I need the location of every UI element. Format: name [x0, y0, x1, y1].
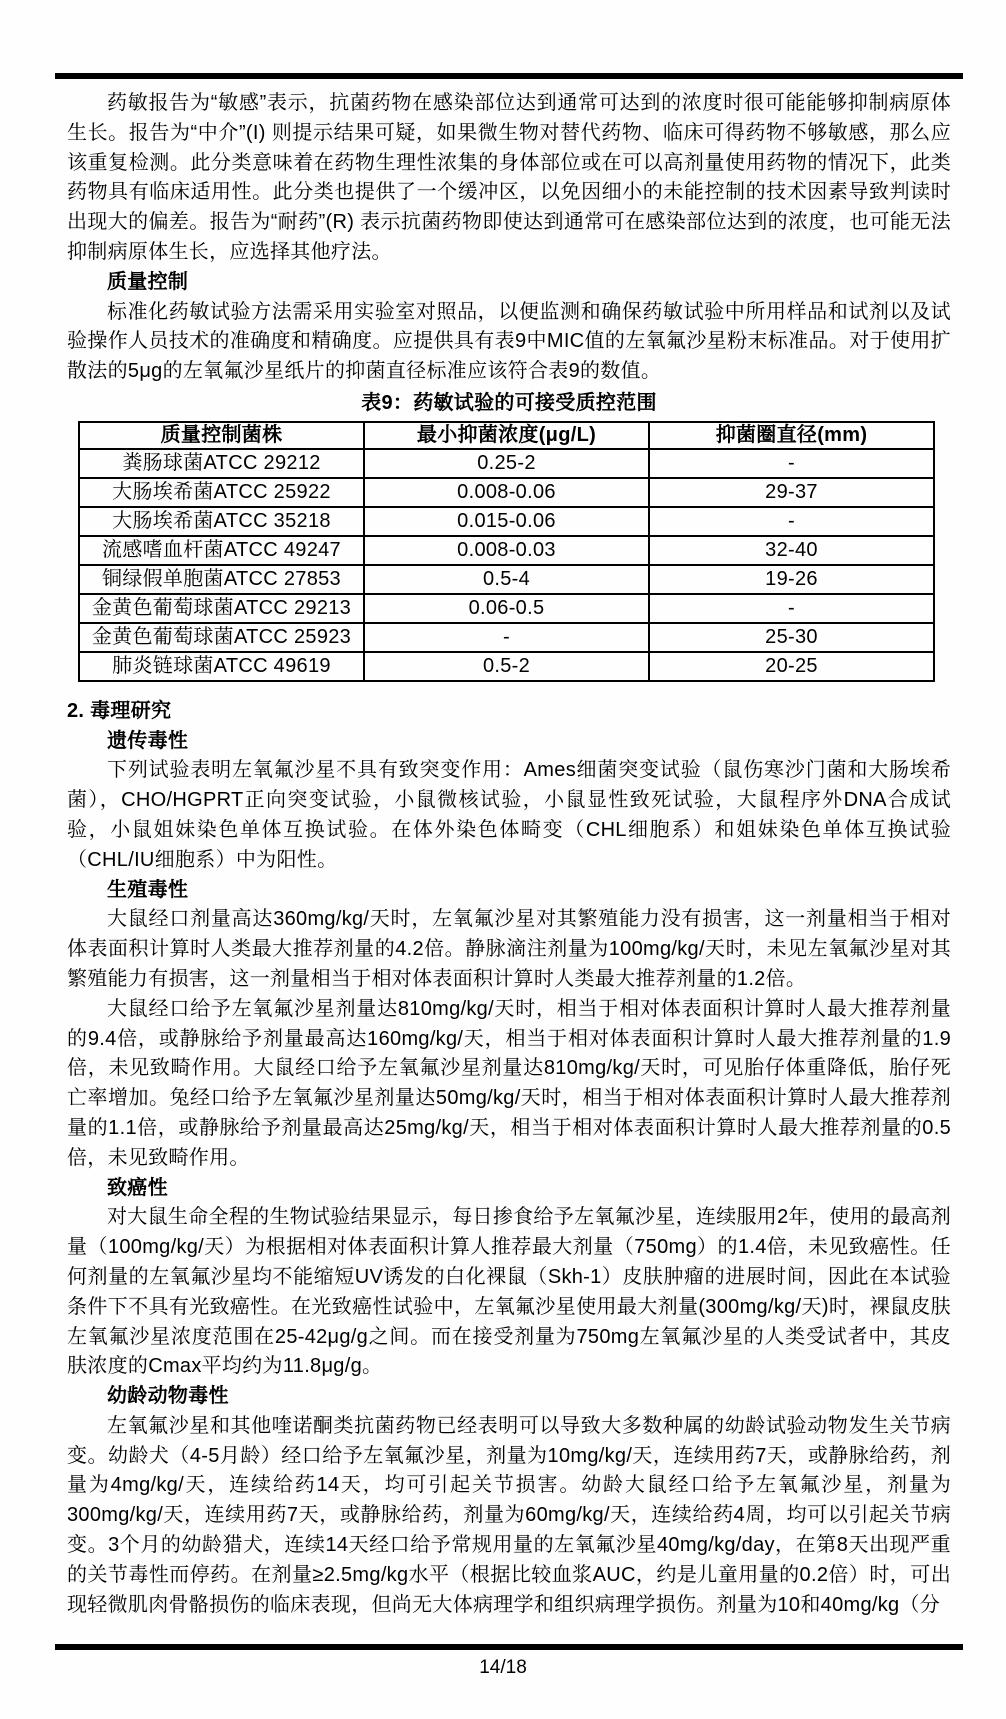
- cell-strain: 粪肠球菌ATCC 29212: [79, 449, 364, 478]
- cell-zone: -: [649, 507, 934, 536]
- cell-mic: 0.06-0.5: [364, 594, 649, 623]
- heading-toxicology-research: 2. 毒理研究: [67, 699, 172, 722]
- table-row: [79, 478, 934, 507]
- cell-mic: 0.015-0.06: [364, 507, 649, 536]
- column-header-mic: 最小抑菌浓度(μg/L): [364, 422, 649, 449]
- table9-qc-acceptable-ranges: [78, 421, 935, 682]
- column-header-zone-diameter: 抑菌圈直径(mm): [649, 422, 934, 449]
- table-row: [79, 565, 934, 594]
- cell-strain: 流感嗜血杆菌ATCC 49247: [79, 536, 364, 565]
- table-row: [79, 594, 934, 623]
- cell-zone: 25-30: [649, 623, 934, 652]
- bottom-rule: [55, 1644, 963, 1650]
- table-row: [79, 449, 934, 478]
- paragraph-juvenile-animal-toxicity: 左氧氟沙星和其他喹诺酮类抗菌药物已经表明可以导致大多数种属的幼龄试验动物发生关节病变。幼龄犬（4-5月龄）经口给予左氧氟沙星，剂量为10mg/kg/天，连续用药7天，或静脉给药，剂量为4mg/kg/天，连续给药14天，均可引起关节损害。幼龄大鼠经口给予左氧氟沙星，剂量为300mg/kg/天，连续用药7天，或静脉给药，剂量为60mg/kg/天，连续给药4周，均可以引起关节病变。3个月的幼龄猎犬，连续14天经口给予常规用量的左氧氟沙星40mg/kg/day，在第8天出现严重的关节毒性而停药。在剂量≥2.5mg/kg水平（根据比较血浆AUC，约是儿童用量的0.2倍）时，可出现轻微肌肉骨骼损伤的临床表现，但尚无大体病理学和组织病理学损伤。剂量为10和40mg/kg（分: [67, 1414, 951, 1616]
- heading-genetic-toxicity: 遗传毒性: [107, 729, 189, 752]
- cell-zone: 20-25: [649, 652, 934, 681]
- table-header-row: [79, 422, 934, 449]
- cell-strain: 大肠埃希菌ATCC 25922: [79, 478, 364, 507]
- table-row: [79, 507, 934, 536]
- cell-mic: 0.5-4: [364, 565, 649, 594]
- cell-strain: 大肠埃希菌ATCC 35218: [79, 507, 364, 536]
- heading-juvenile-animal-toxicity: 幼龄动物毒性: [107, 1385, 229, 1408]
- cell-strain: 金黄色葡萄球菌ATCC 29213: [79, 594, 364, 623]
- paragraph-quality-control: 标准化药敏试验方法需采用实验室对照品，以便监测和确保药敏试验中所用样品和试剂以及试验操作人员技术的准确度和精确度。应提供具有表9中MIC值的左氧氟沙星粉末标准品。对于使用扩散法的5μg的左氧氟沙星纸片的抑菌直径标准应该符合表9的数值。: [67, 300, 951, 383]
- paragraph-susceptibility-report: 药敏报告为“敏感”表示，抗菌药物在感染部位达到通常可达到的浓度时很可能能够抑制病原体生长。报告为“中介”(I) 则提示结果可疑，如果微生物对替代药物、临床可得药物不够敏感，那么应该重复检测。此分类意味着在药物生理性浓集的身体部位或在可以高剂量使用药物的情况下，此类药物具有临床适用性。此分类也提供了一个缓冲区，以免因细小的未能控制的技术因素导致判读时出现大的偏差。报告为“耐药”(R) 表示抗菌药物即使达到通常可在感染部位达到的浓度，也可能无法抑制病原体生长，应选择其他疗法。: [67, 92, 951, 263]
- heading-reproductive-toxicity: 生殖毒性: [107, 878, 189, 901]
- cell-mic: 0.008-0.03: [364, 536, 649, 565]
- cell-zone: -: [649, 594, 934, 623]
- cell-zone: -: [649, 449, 934, 478]
- heading-quality-control: 质量控制: [107, 270, 189, 293]
- cell-strain: 肺炎链球菌ATCC 49619: [79, 652, 364, 681]
- paragraph-genetic-toxicity: 下列试验表明左氧氟沙星不具有致突变作用：Ames细菌突变试验（鼠伤寒沙门菌和大肠埃希菌），CHO/HGPRT正向突变试验，小鼠微核试验，小鼠显性致死试验，大鼠程序外DNA合成试验，小鼠姐妹染色单体互换试验。在体外染色体畸变（CHL细胞系）和姐妹染色单体互换试验（CHL/IU细胞系）中为阳性。: [67, 759, 951, 871]
- page-content: [67, 89, 951, 1620]
- column-header-strain: 质量控制菌株: [79, 422, 364, 449]
- cell-zone: 19-26: [649, 565, 934, 594]
- table-row: [79, 652, 934, 681]
- cell-mic: 0.5-2: [364, 652, 649, 681]
- table9-title: 表9：药敏试验的可接受质控范围: [361, 391, 657, 414]
- heading-carcinogenicity: 致癌性: [107, 1176, 168, 1199]
- cell-mic: -: [364, 623, 649, 652]
- cell-zone: 32-40: [649, 536, 934, 565]
- page-number: 14/18: [479, 1657, 527, 1678]
- cell-strain: 金黄色葡萄球菌ATCC 25923: [79, 623, 364, 652]
- cell-mic: 0.008-0.06: [364, 478, 649, 507]
- cell-mic: 0.25-2: [364, 449, 649, 478]
- paragraph-carcinogenicity: 对大鼠生命全程的生物试验结果显示，每日掺食给予左氧氟沙星，连续服用2年，使用的最高剂量（100mg/kg/天）为根据相对体表面积计算人推荐最大剂量（750mg）的1.4倍，未见致癌性。任何剂量的左氧氟沙星均不能缩短UV诱发的白化裸鼠（Skh-1）皮肤肿瘤的进展时间，因此在本试验条件下不具有光致癌性。在光致癌性试验中，左氧氟沙星使用最大剂量(300mg/kg/天)时，裸鼠皮肤左氧氟沙星浓度范围在25-42μg/g之间。而在接受剂量为750mg左氧氟沙星的人类受试者中，其皮肤浓度的Cmax平均约为11.8μg/g。: [67, 1206, 951, 1378]
- paragraph-reproductive-toxicity-1: 大鼠经口剂量高达360mg/kg/天时，左氧氟沙星对其繁殖能力没有损害，这一剂量相当于相对体表面积计算时人类最大推荐剂量的4.2倍。静脉滴注剂量为100mg/kg/天时，未见左氧氟沙星对其繁殖能力有损害，这一剂量相当于相对体表面积计算时人类最大推荐剂量的1.2倍。: [67, 908, 951, 990]
- table-row: [79, 623, 934, 652]
- top-rule: [55, 73, 963, 79]
- cell-strain: 铜绿假单胞菌ATCC 27853: [79, 565, 364, 594]
- table-row: [79, 536, 934, 565]
- cell-zone: 29-37: [649, 478, 934, 507]
- paragraph-reproductive-toxicity-2: 大鼠经口给予左氧氟沙星剂量达810mg/kg/天时，相当于相对体表面积计算时人最大推荐剂量的9.4倍，或静脉给予剂量最高达160mg/kg/天，相当于相对体表面积计算时人最大推荐剂量的1.9倍，未见致畸作用。大鼠经口给予左氧氟沙星剂量达810mg/kg/天时，可见胎仔体重降低，胎仔死亡率增加。兔经口给予左氧氟沙星剂量达50mg/kg/天时，相当于相对体表面积计算时人最大推荐剂量的1.1倍，或静脉给予剂量最高达25mg/kg/天，相当于相对体表面积计算时人最大推荐剂量的0.5倍，未见致畸作用。: [67, 997, 951, 1169]
